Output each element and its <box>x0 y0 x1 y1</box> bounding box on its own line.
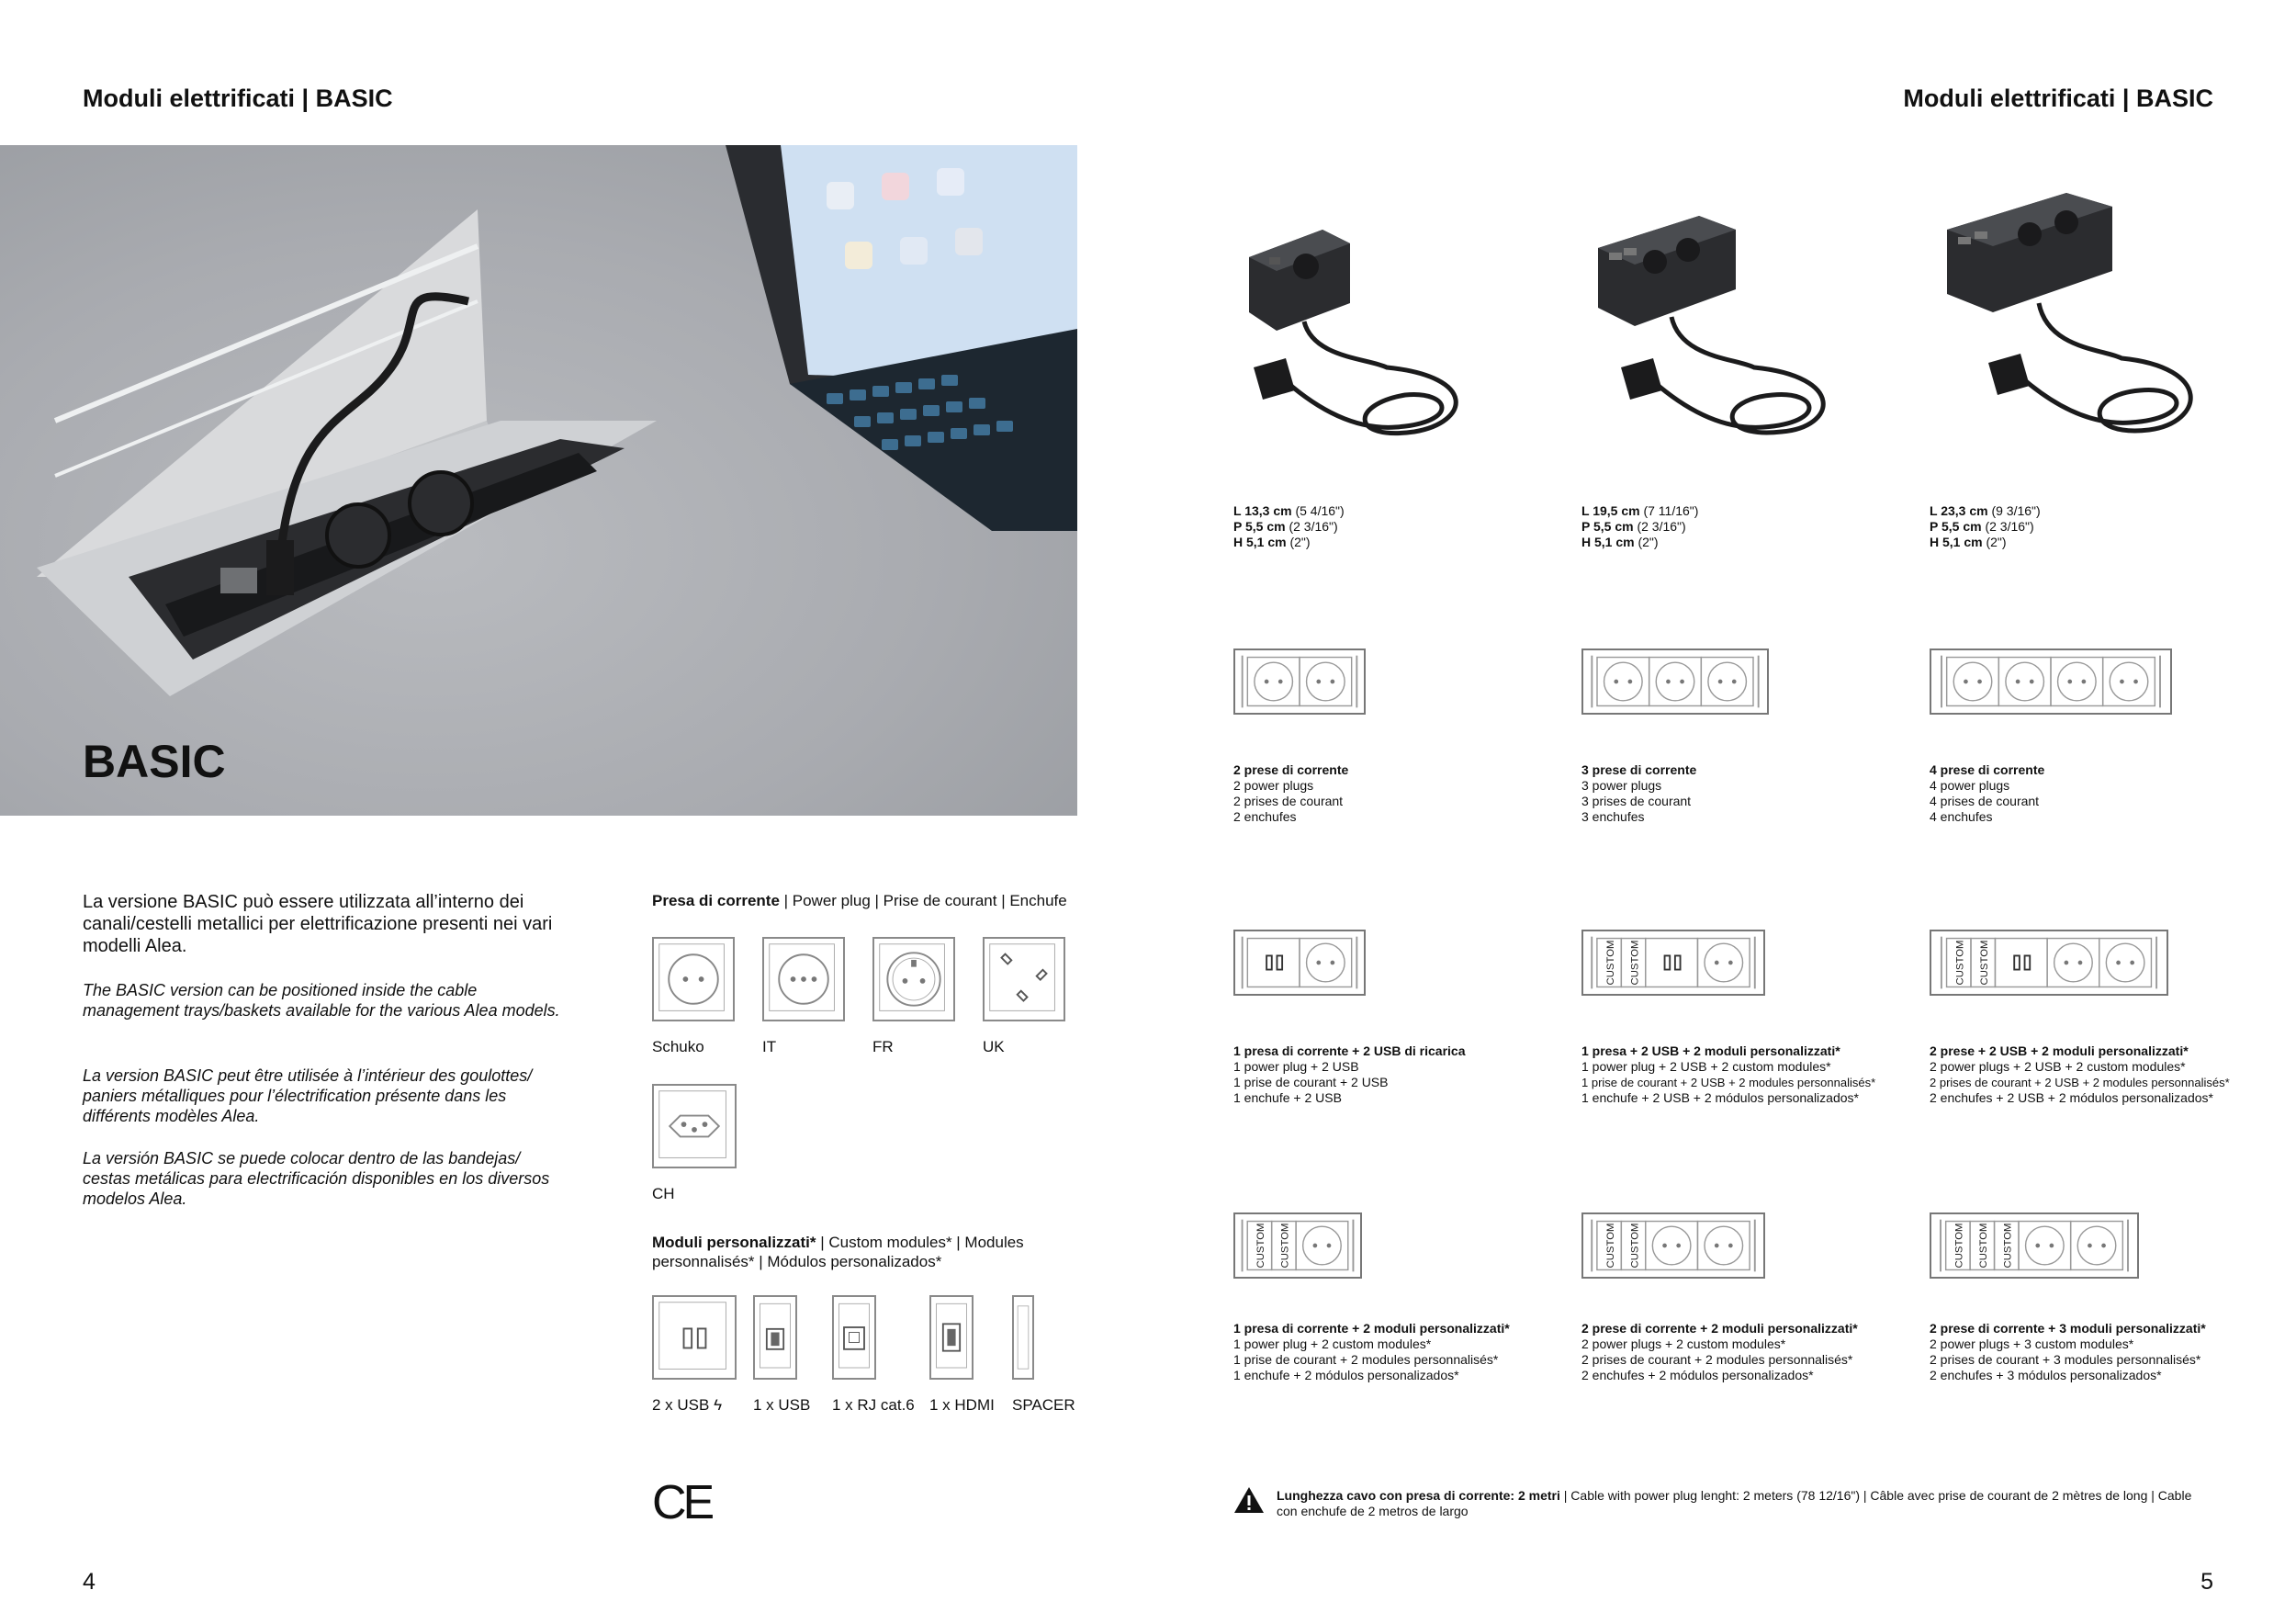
desk-product-illustration <box>0 145 1077 816</box>
usb-single-module-icon <box>753 1295 797 1380</box>
warning-icon <box>1233 1486 1265 1514</box>
config-strip-7 <box>1233 1212 1362 1279</box>
hdmi-label: 1 x HDMI <box>929 1396 995 1414</box>
custom-module-1 <box>1247 1222 1271 1270</box>
plug-module-2 <box>1649 658 1702 706</box>
svg-text:CUSTOM: CUSTOM <box>1629 1223 1641 1269</box>
svg-text:CUSTOM: CUSTOM <box>1978 1223 1990 1269</box>
power-plug-heading: Presa di corrente | Power plug | Prise de courant | Enchufe <box>652 892 1067 909</box>
plug-module-3 <box>1296 1222 1348 1270</box>
plug-module-3 <box>1701 658 1753 706</box>
config-desc-8: 2 prese di corrente + 2 moduli personalizzati* 2 power plugs + 2 custom modules* 2 prises de courant + 2 modules personnalisés* 2 enchufes + 2 módulos personalizados* <box>1581 1321 1858 1382</box>
plug-module-5 <box>2071 1222 2123 1270</box>
config-desc-5: 1 presa + 2 USB + 2 moduli personalizzati* 1 power plug + 2 USB + 2 custom modules* 1 prise de courant + 2 USB + 2 modules personnalisés* 1 enchufe + 2 USB + 2 módulos personalizados* <box>1581 1043 1876 1105</box>
plug-module-4 <box>2103 658 2155 706</box>
product-image-4-plugs <box>1938 193 2213 441</box>
it-socket-icon <box>762 937 845 1021</box>
usb-module-3 <box>1995 939 2047 987</box>
svg-text:CUSTOM: CUSTOM <box>1953 1223 1965 1269</box>
config-strip-1 <box>1233 648 1366 715</box>
plug-module-1 <box>1597 658 1649 706</box>
plug-module-2 <box>1998 658 2051 706</box>
left-page-title: Moduli elettrificati | BASIC <box>83 85 393 112</box>
lightning-icon: ϟ <box>714 1396 723 1414</box>
rj45-label: 1 x RJ cat.6 <box>832 1396 915 1414</box>
svg-text:CUSTOM: CUSTOM <box>1604 940 1616 986</box>
config-strip-4 <box>1233 930 1366 996</box>
svg-text:CUSTOM: CUSTOM <box>1255 1223 1267 1269</box>
svg-text:CUSTOM: CUSTOM <box>2002 1223 2014 1269</box>
plug-module-2 <box>1300 658 1352 706</box>
config-desc-6: 2 prese + 2 USB + 2 moduli personalizzati* 2 power plugs + 2 USB + 2 custom modules* 2 prises de courant + 2 USB + 2 modules personnalisés* 2 enchufes + 2 USB + 2 módulos personalizados* <box>1930 1043 2230 1105</box>
uk-socket-icon <box>983 937 1065 1021</box>
custom-module-2 <box>1971 939 1995 987</box>
config-strip-5 <box>1581 930 1765 996</box>
fr-socket-icon <box>872 937 955 1021</box>
svg-text:CUSTOM: CUSTOM <box>1954 940 1966 986</box>
hero-photo <box>0 145 1077 816</box>
usb-single-label: 1 x USB <box>753 1396 811 1414</box>
plug-module-3 <box>2051 658 2103 706</box>
uk-label: UK <box>983 1038 1005 1055</box>
plug-module-1 <box>1247 658 1300 706</box>
svg-text:CUSTOM: CUSTOM <box>1978 940 1990 986</box>
config-desc-1: 2 prese di corrente 2 power plugs 2 prises de courant 2 enchufes <box>1233 762 1349 824</box>
page-number-left: 4 <box>83 1569 96 1595</box>
cable-length-note: Lunghezza cavo con presa di corrente: 2 metri | Cable with power plug lenght: 2 meters (78 12/16") | Câble avec prise de courant de 2 mètres de long | Cable con enchufe de 2 metros de largo <box>1277 1488 2192 1518</box>
custom-module-2 <box>1621 939 1645 987</box>
schuko-label: Schuko <box>652 1038 704 1055</box>
plug-module-3 <box>1646 1222 1698 1270</box>
page-number-right: 5 <box>2200 1569 2213 1595</box>
config-desc-2: 3 prese di corrente 3 power plugs 3 prises de courant 3 enchufes <box>1581 762 1697 824</box>
hero-title: BASIC <box>83 736 226 787</box>
custom-module-3 <box>1995 1222 2019 1270</box>
hdmi-module-icon <box>929 1295 974 1380</box>
dimensions-3-plugs: L 19,5 cm (7 11/16") P 5,5 cm (2 3/16") H 5,1 cm (2") <box>1581 503 1699 549</box>
plug-module-4 <box>1697 939 1750 987</box>
intro-french: La version BASIC peut être utilisée à l’intérieur des goulottes/ paniers métalliques pour l’électrification présente dans les différents modèles Alea. <box>83 1066 533 1125</box>
product-image-2-plugs <box>1240 220 1479 441</box>
plug-module-2 <box>1300 939 1352 987</box>
it-label: IT <box>762 1038 777 1055</box>
dimensions-4-plugs: L 23,3 cm (9 3/16") P 5,5 cm (2 3/16") H 5,1 cm (2") <box>1930 503 2041 549</box>
svg-text:CUSTOM: CUSTOM <box>1629 940 1641 986</box>
ce-mark: CE <box>652 1476 712 1529</box>
config-strip-6 <box>1930 930 2168 996</box>
custom-module-1 <box>1947 939 1971 987</box>
right-page-title: Moduli elettrificati | BASIC <box>1903 85 2213 112</box>
intro-spanish: La versión BASIC se puede colocar dentro de las bandejas/ cestas metálicas para electrificación disponibles en los diversos modelos Alea. <box>83 1149 550 1208</box>
config-desc-3: 4 prese di corrente 4 power plugs 4 prises de courant 4 enchufes <box>1930 762 2045 824</box>
config-strip-8 <box>1581 1212 1765 1279</box>
plug-module-4 <box>2019 1222 2071 1270</box>
config-desc-9: 2 prese di corrente + 3 moduli personalizzati* 2 power plugs + 3 custom modules* 2 prises de courant + 3 modules personnalisés* 2 enchufes + 3 módulos personalizados* <box>1930 1321 2206 1382</box>
config-strip-2 <box>1581 648 1769 715</box>
config-strip-9 <box>1930 1212 2139 1279</box>
intro-english: The BASIC version can be positioned inside the cable management trays/baskets available for the various Alea models. <box>83 981 560 1020</box>
schuko-socket-icon <box>652 937 735 1021</box>
custom-module-1 <box>1946 1222 1970 1270</box>
custom-module-2 <box>1621 1222 1645 1270</box>
ch-socket-icon <box>652 1084 737 1168</box>
custom-modules-heading: Moduli personalizzati* | Custom modules* | Modules personnalisés* | Módulos personalizados* <box>652 1234 1024 1270</box>
config-desc-4: 1 presa di corrente + 2 USB di ricarica 1 power plug + 2 USB 1 prise de courant + 2 USB 1 enchufe + 2 USB <box>1233 1043 1466 1105</box>
spacer-label: SPACER <box>1012 1396 1075 1414</box>
dimensions-2-plugs: L 13,3 cm (5 4/16") P 5,5 cm (2 3/16") H 5,1 cm (2") <box>1233 503 1345 549</box>
usb-module-1 <box>1247 939 1300 987</box>
plug-module-4 <box>2047 939 2099 987</box>
custom-module-1 <box>1597 1222 1621 1270</box>
product-image-3-plugs <box>1589 211 1846 441</box>
svg-text:CUSTOM: CUSTOM <box>1604 1223 1616 1269</box>
custom-module-2 <box>1272 1222 1296 1270</box>
ch-label: CH <box>652 1185 675 1202</box>
usb-double-label: 2 x USB ϟ <box>652 1396 723 1414</box>
svg-text:CUSTOM: CUSTOM <box>1279 1223 1291 1269</box>
plug-module-1 <box>1947 658 1999 706</box>
spacer-module-icon <box>1012 1295 1034 1380</box>
plug-module-4 <box>1697 1222 1750 1270</box>
intro-italian: La versione BASIC può essere utilizzata all’interno dei canali/cestelli metallici per elettrificazione presenti nei vari modelli Alea. <box>83 892 553 956</box>
config-strip-3 <box>1930 648 2172 715</box>
config-desc-7: 1 presa di corrente + 2 moduli personalizzati* 1 power plug + 2 custom modules* 1 prise de courant + 2 modules personnalisés* 1 enchufe + 2 módulos personalizados* <box>1233 1321 1510 1382</box>
rj45-module-icon <box>832 1295 876 1380</box>
custom-module-2 <box>1970 1222 1994 1270</box>
usb-double-module-icon <box>652 1295 737 1380</box>
custom-module-1 <box>1597 939 1621 987</box>
usb-module-3 <box>1646 939 1698 987</box>
plug-module-5 <box>2099 939 2152 987</box>
fr-label: FR <box>872 1038 894 1055</box>
